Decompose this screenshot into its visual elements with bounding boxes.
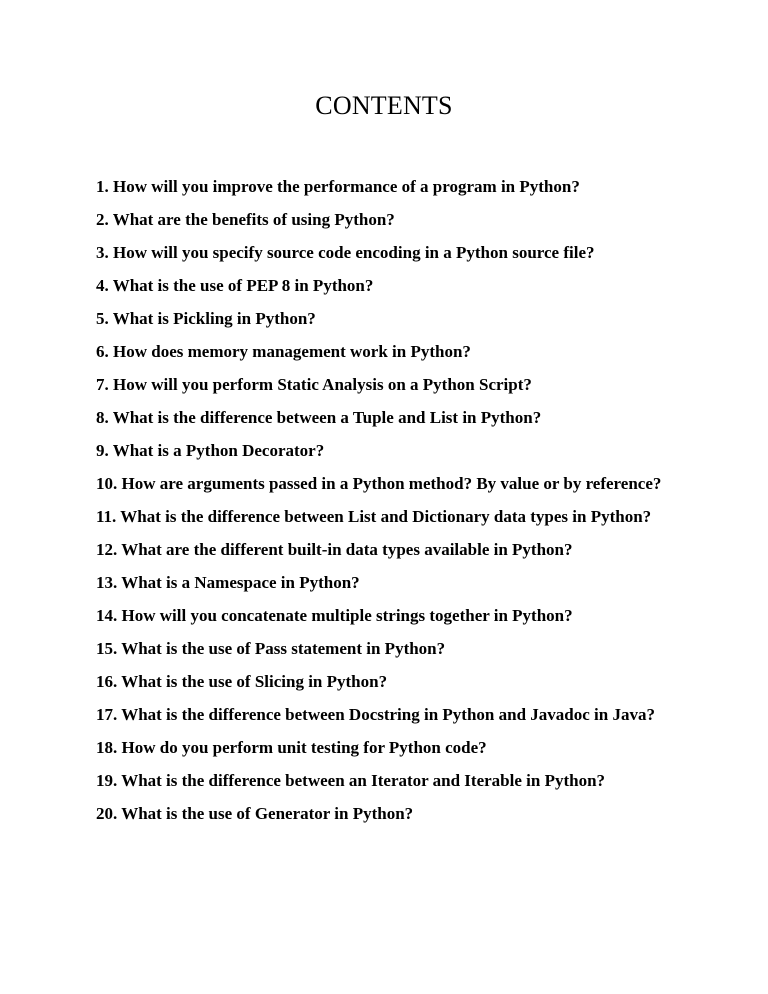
page-title: CONTENTS [315,91,453,120]
toc-item-9: 9. What is a Python Decorator? [96,441,325,460]
toc-item-17: 17. What is the difference between Docstring in Python and Javadoc in Java? [96,705,655,724]
toc-item-1: 1. How will you improve the performance of a program in Python? [96,177,580,196]
toc-item-14: 14. How will you concatenate multiple strings together in Python? [96,606,573,625]
toc-item-18: 18. How do you perform unit testing for Python code? [96,738,487,757]
toc-item-16: 16. What is the use of Slicing in Python? [96,672,388,691]
toc-item-19: 19. What is the difference between an Iterator and Iterable in Python? [96,771,606,790]
toc-item-11: 11. What is the difference between List and Dictionary data types in Python? [96,507,652,526]
toc-item-5: 5. What is Pickling in Python? [96,309,316,328]
table-of-contents [96,174,676,834]
toc-item-15: 15. What is the use of Pass statement in Python? [96,639,446,658]
toc-item-20: 20. What is the use of Generator in Python? [96,804,414,823]
toc-item-8: 8. What is the difference between a Tuple and List in Python? [96,408,542,427]
toc-item-6: 6. How does memory management work in Python? [96,342,471,361]
toc-item-10: 10. How are arguments passed in a Python method? By value or by reference? [96,474,662,493]
toc-item-3: 3. How will you specify source code encoding in a Python source file? [96,243,595,262]
toc-item-4: 4. What is the use of PEP 8 in Python? [96,276,374,295]
toc-item-2: 2. What are the benefits of using Python? [96,210,395,229]
toc-item-12: 12. What are the different built-in data types available in Python? [96,540,573,559]
toc-item-7: 7. How will you perform Static Analysis on a Python Script? [96,375,532,394]
toc-item-13: 13. What is a Namespace in Python? [96,573,360,592]
